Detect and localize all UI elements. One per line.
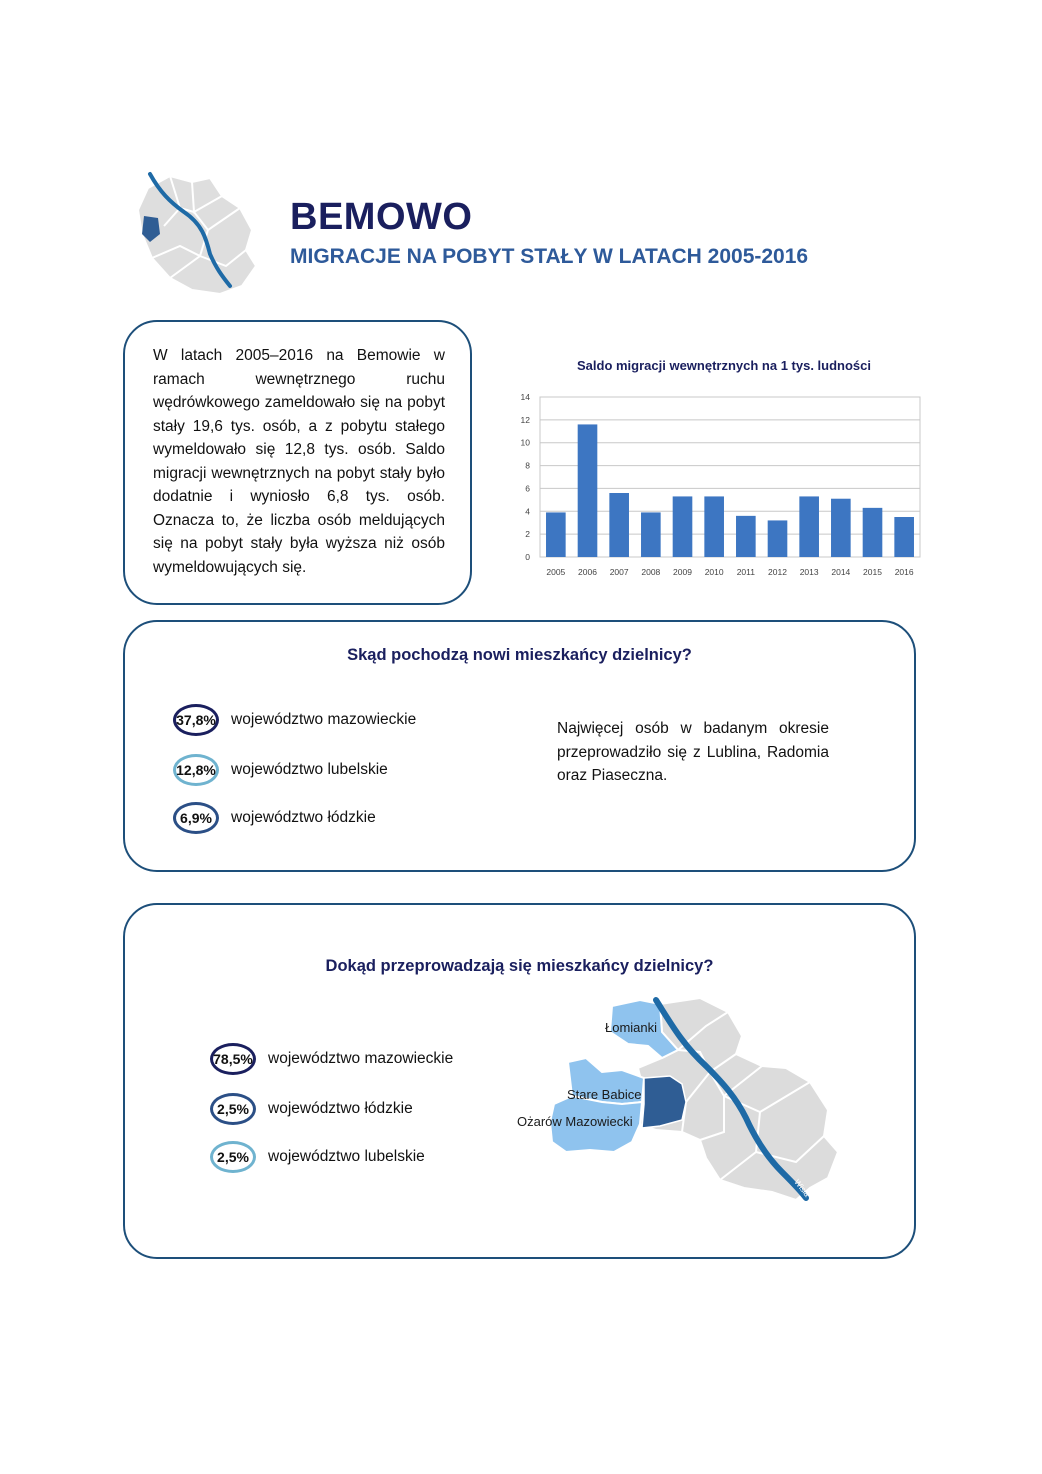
stat-circle: 37,8% (173, 704, 219, 736)
y-tick-label: 12 (520, 414, 530, 425)
map-label-stare-babice: Stare Babice (567, 1087, 642, 1102)
intro-box (123, 320, 472, 605)
stat-circle: 2,5% (210, 1141, 256, 1173)
bar (609, 493, 629, 557)
x-tick-label: 2006 (578, 567, 597, 577)
stat-label: województwo lubelskie (268, 1148, 425, 1165)
outgoing-stat-row (210, 1141, 425, 1173)
bar (546, 512, 566, 557)
page-title: BEMOWO (290, 196, 473, 238)
incoming-title: Skąd pochodzą nowi mieszkańcy dzielnicy? (347, 646, 692, 664)
y-tick-label: 4 (525, 506, 530, 517)
x-tick-label: 2015 (863, 567, 882, 577)
outgoing-title: Dokąd przeprowadzają się mieszkańcy dzielnicy? (325, 957, 714, 975)
y-tick-label: 6 (525, 483, 530, 494)
outgoing-stat-row (210, 1043, 453, 1075)
y-tick-label: 0 (525, 552, 530, 562)
chart-title: Saldo migracji wewnętrznych na 1 tys. ludności (576, 358, 872, 373)
x-tick-label: 2012 (768, 567, 787, 577)
x-tick-label: 2013 (799, 567, 819, 577)
x-tick-label: 2008 (641, 567, 661, 577)
incoming-stat-row (173, 802, 376, 834)
stat-circle: 78,5% (210, 1043, 256, 1075)
x-tick-label: 2009 (673, 567, 692, 577)
stat-label: województwo łódzkie (268, 1100, 413, 1117)
map-label-ozarow: Ożarów Mazowiecki (517, 1114, 633, 1129)
bar (704, 496, 724, 557)
stat-circle: 6,9% (173, 802, 219, 834)
stat-label: województwo lubelskie (231, 761, 388, 778)
destination-map (510, 992, 850, 1202)
incoming-stat-row (173, 704, 416, 736)
y-tick-label: 2 (525, 529, 530, 540)
stat-label: województwo łódzkie (231, 809, 376, 826)
y-tick-label: 14 (520, 392, 530, 402)
incoming-note: Najwięcej osób w badanym okresie przeprowadziło się z Lublina, Radomia oraz Piaseczna. (557, 720, 829, 784)
x-tick-label: 2005 (546, 567, 566, 577)
bar (863, 508, 883, 557)
map-label-wisla: Wisła (792, 1177, 812, 1199)
outgoing-stat-row (210, 1093, 413, 1125)
incoming-stat-row (173, 754, 388, 786)
bemowo-region (642, 1076, 686, 1128)
stat-label: województwo mazowieckie (268, 1050, 454, 1067)
bar (578, 424, 598, 557)
y-tick-label: 10 (520, 437, 530, 448)
bar (641, 512, 661, 557)
bar (894, 517, 914, 557)
intro-text: W latach 2005–2016 na Bemowie w ramach wewnętrznego ruchu wędrówkowego zameldowało się na pobyt stały 19,6 tys. osób, a z pobytu stałego wymeldowało się 12,8 tys. osób. Saldo migracji wewnętrznych na pobyt stały było dodatnie i wyniosło 6,8 tys. osób. Oznacza to, że liczba osób meldujących się na pobyt stały była wyższa niż osób wymeldowujących się. (153, 347, 445, 576)
stat-label: województwo mazowieckie (231, 711, 417, 728)
x-tick-label: 2016 (894, 567, 914, 577)
bar-chart (500, 385, 930, 585)
x-tick-label: 2007 (609, 567, 629, 577)
map-label-lomianki: Łomianki (605, 1020, 658, 1035)
bar (768, 520, 788, 557)
page-subtitle: MIGRACJE NA POBYT STAŁY W LATACH 2005-2016 (290, 245, 809, 268)
bar (673, 496, 693, 557)
x-tick-label: 2014 (831, 567, 851, 577)
bar (831, 499, 851, 557)
bar (736, 516, 756, 557)
stat-circle: 2,5% (210, 1093, 256, 1125)
x-tick-label: 2011 (736, 567, 755, 577)
incoming-box (123, 620, 916, 872)
x-tick-label: 2010 (704, 567, 724, 577)
stat-circle: 12,8% (173, 754, 219, 786)
warsaw-map-logo (130, 168, 265, 300)
y-tick-label: 8 (525, 460, 530, 471)
bar (799, 496, 819, 557)
